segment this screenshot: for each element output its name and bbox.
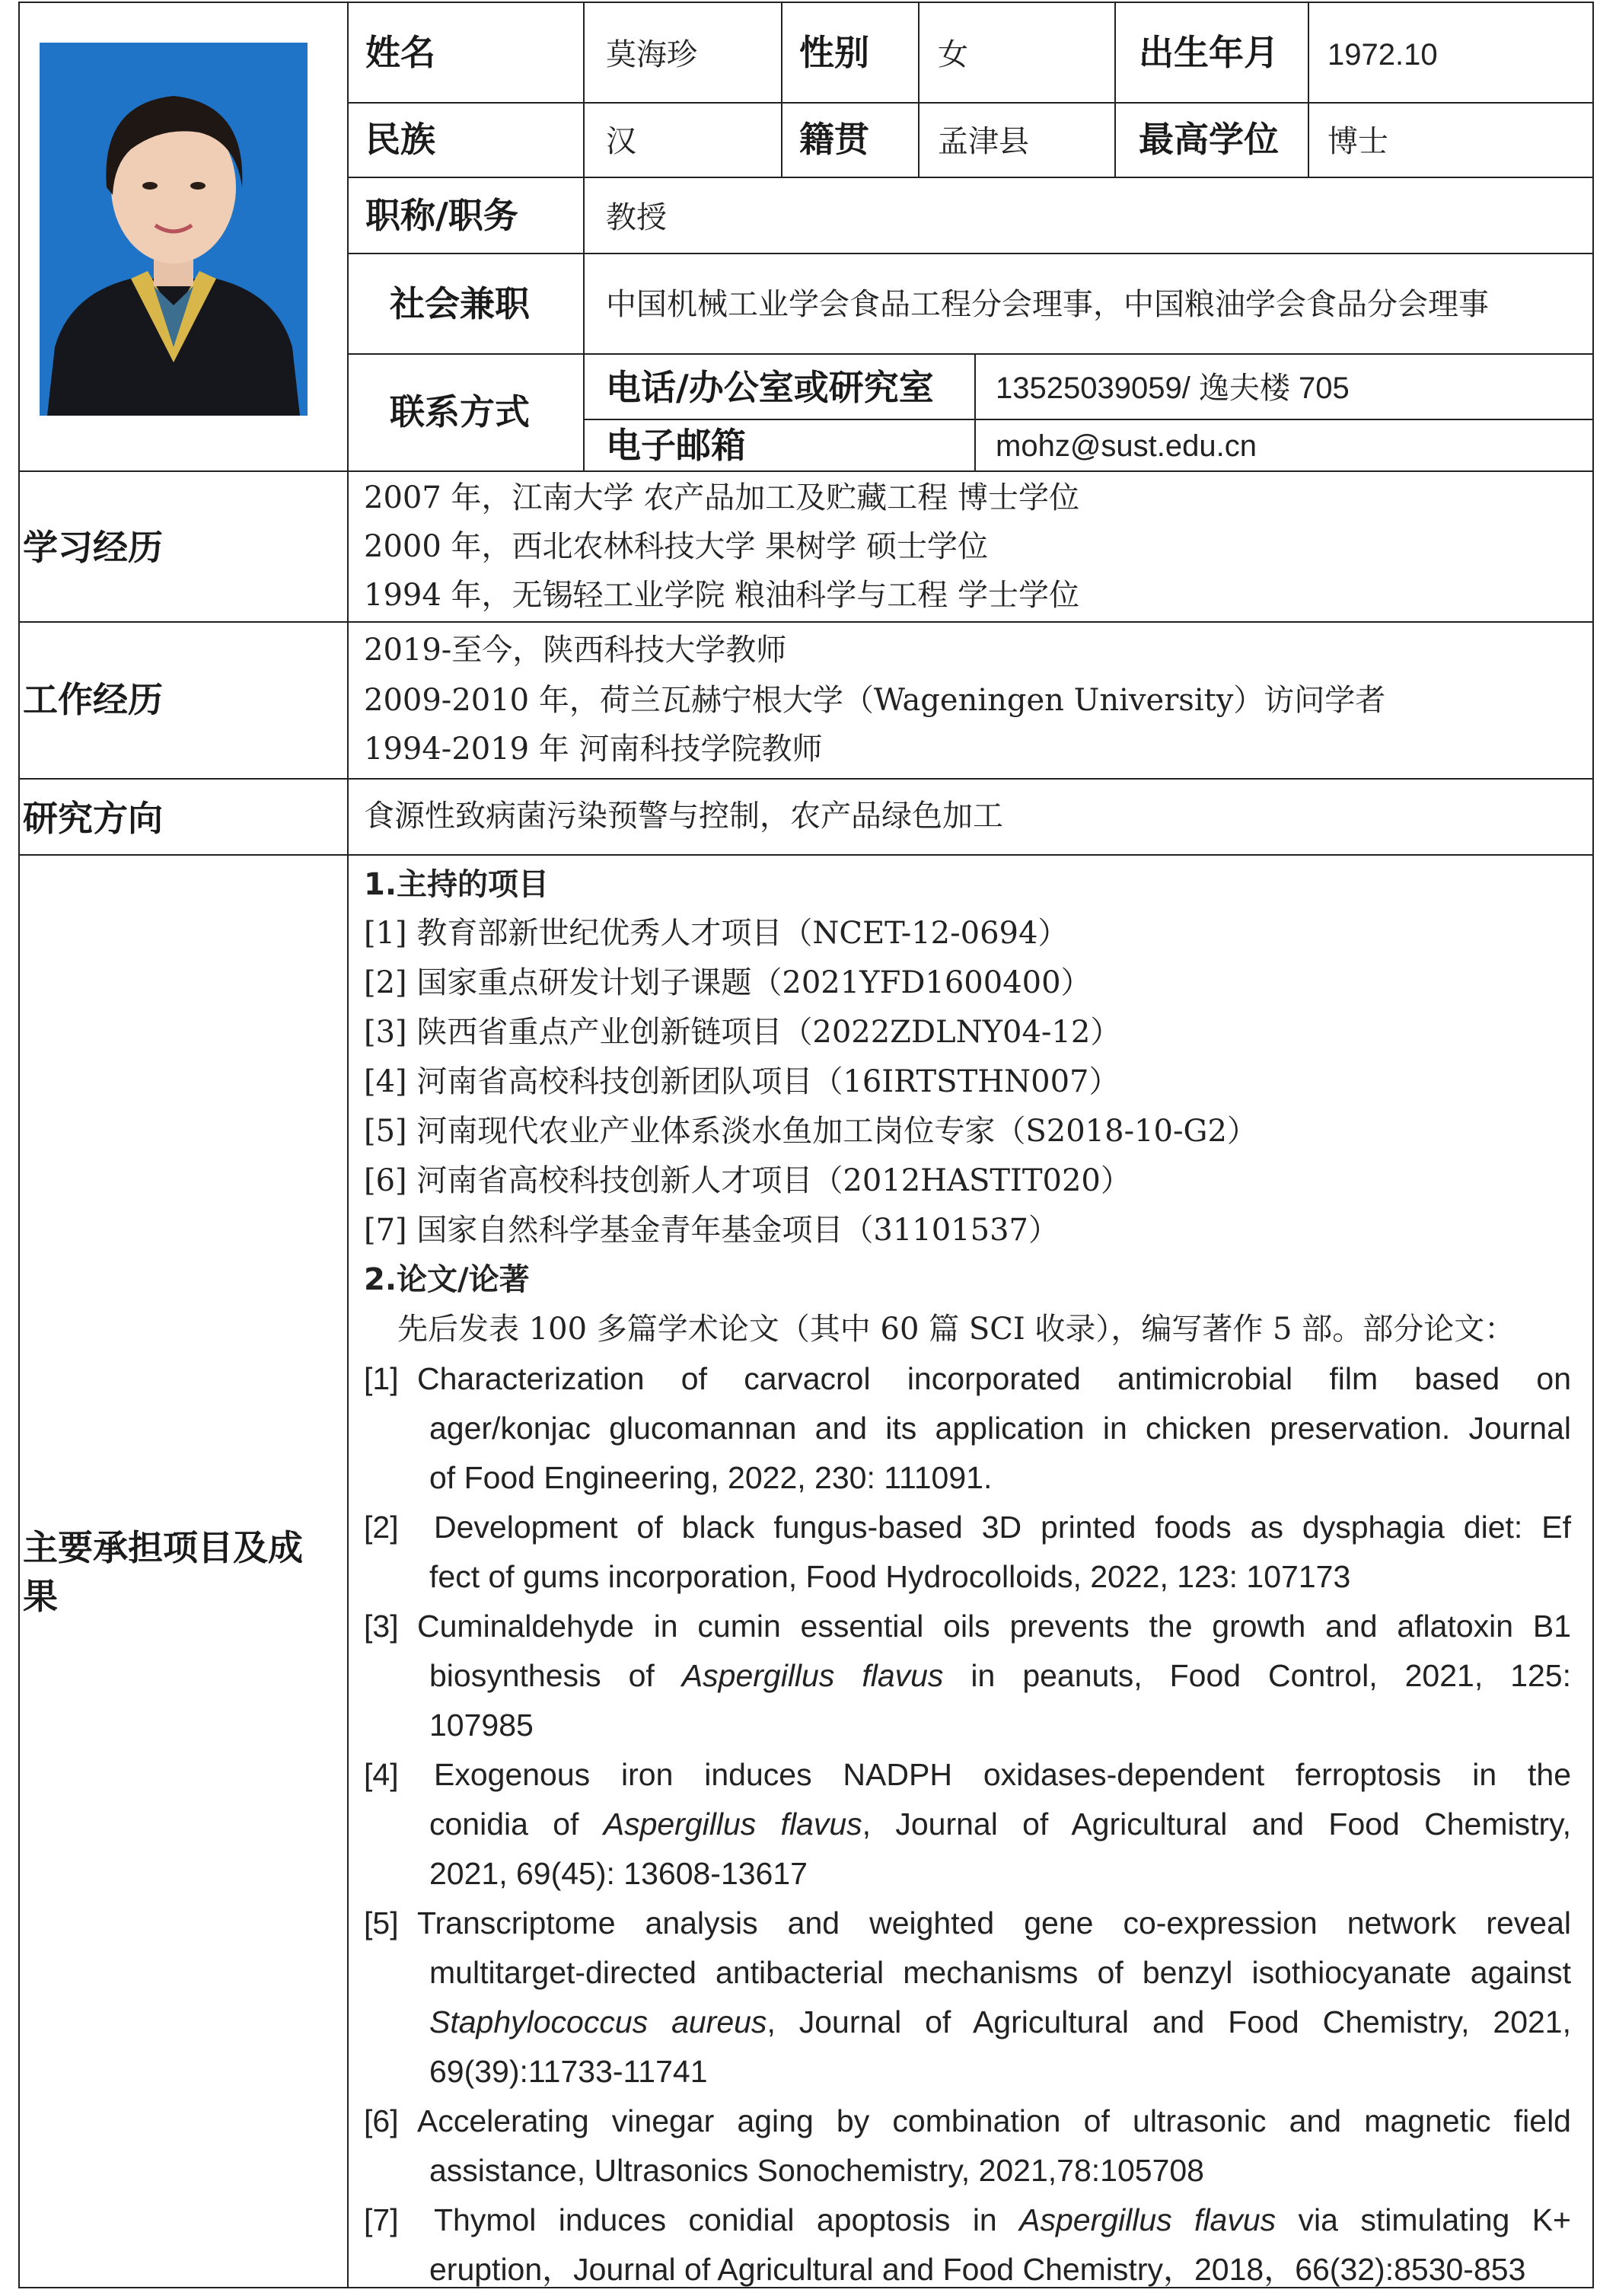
paper-text: Cuminaldehyde in cumin essential oils prevents the growth and aflatoxin B1 bbox=[417, 1609, 1571, 1644]
birth-value: 1972.10 bbox=[1327, 38, 1438, 72]
work-label: 工作经历 bbox=[23, 679, 163, 720]
ethnicity-label: 民族 bbox=[365, 119, 435, 160]
work-item: 2009-2010 年，荷兰瓦赫宁根大学（Wageningen University）访问学者 bbox=[364, 683, 1386, 718]
paper-text: conidia of bbox=[429, 1807, 604, 1842]
paper-item bbox=[364, 1354, 1571, 1503]
work-item: 2019-至今，陕西科技大学教师 bbox=[364, 633, 787, 668]
paper-text: via stimulating K+ bbox=[1276, 2202, 1571, 2237]
paper-text-line bbox=[429, 1998, 1571, 2047]
paper-species: Aspergillus flavus bbox=[603, 1807, 862, 1842]
projects-heading: 1.主持的项目 bbox=[364, 867, 550, 902]
paper-text: Characterization of carvacrol incorporated antimicrobial film based on bbox=[417, 1361, 1571, 1396]
paper-number: [7] bbox=[364, 2202, 399, 2237]
paper-text: 2021, 69(45): 13608-13617 bbox=[429, 1856, 808, 1891]
name-label: 姓名 bbox=[365, 32, 435, 73]
paper-item bbox=[364, 1602, 1571, 1750]
paper-number: [6] bbox=[364, 2103, 399, 2138]
paper-text: Thymol induces conidial apoptosis in bbox=[434, 2202, 1020, 2237]
resume-table bbox=[18, 2, 1594, 2288]
paper-species: Aspergillus flavus bbox=[681, 1658, 944, 1693]
paper-text: eruption，Journal of Agricultural and Food Chemistry，2018，66(32):8530-853 bbox=[429, 2252, 1526, 2287]
paper-text: assistance, Ultrasonics Sonochemistry, 2021,78:105708 bbox=[429, 2153, 1204, 2188]
project-item: [6] 河南省高校科技创新人才项目（2012HASTIT020） bbox=[364, 1163, 1131, 1198]
paper-species: Aspergillus flavus bbox=[1019, 2202, 1276, 2237]
paper-text: , Journal of Agricultural and Food Chemistry, 2021, bbox=[767, 2004, 1571, 2039]
papers-heading: 2.论文/论著 bbox=[364, 1262, 530, 1297]
title-value: 教授 bbox=[606, 200, 667, 235]
paper-number: [4] bbox=[364, 1757, 399, 1792]
paper-text: of Food Engineering, 2022, 230: 111091. bbox=[429, 1460, 993, 1495]
papers-intro: 先后发表 100 多篇学术论文（其中 60 篇 SCI 收录），编写著作 5 部。部分论文： bbox=[397, 1312, 1516, 1347]
paper-text: in peanuts, Food Control, 2021, 125: bbox=[943, 1658, 1571, 1693]
paper-species: Staphylococcus aureus bbox=[429, 2004, 767, 2039]
paper-number: [2] bbox=[364, 1510, 399, 1545]
email-label: 电子邮箱 bbox=[606, 425, 746, 466]
paper-item bbox=[364, 2097, 1571, 2196]
paper-text: fect of gums incorporation, Food Hydrocolloids, 2022, 123: 107173 bbox=[429, 1559, 1351, 1594]
paper-text: Development of black fungus-based 3D printed foods as dysphagia diet: Ef bbox=[434, 1510, 1571, 1545]
degree-value: 博士 bbox=[1327, 124, 1388, 159]
paper-text: 107985 bbox=[429, 1708, 534, 1743]
education-label: 学习经历 bbox=[23, 527, 163, 568]
title-label: 职称/职务 bbox=[365, 195, 518, 236]
education-item: 1994 年，无锡轻工业学院 粮油科学与工程 学士学位 bbox=[364, 578, 1079, 613]
paper-text: biosynthesis of bbox=[429, 1658, 682, 1693]
education-item: 2000 年，西北农林科技大学 果树学 硕士学位 bbox=[364, 529, 988, 564]
work-item: 1994-2019 年 河南科技学院教师 bbox=[364, 732, 823, 767]
paper-item bbox=[364, 1899, 1571, 2097]
portrait-icon bbox=[40, 43, 308, 416]
paper-text: Exogenous iron induces NADPH oxidases-dependent ferroptosis in the bbox=[434, 1757, 1571, 1792]
research-value: 食源性致病菌污染预警与控制，农产品绿色加工 bbox=[364, 799, 1003, 834]
paper-text: Accelerating vinegar aging by combination of ultrasonic and magnetic field bbox=[417, 2103, 1571, 2138]
paper-text: 69(39):11733-11741 bbox=[429, 2054, 708, 2089]
social-label: 社会兼职 bbox=[390, 283, 530, 324]
project-item: [5] 河南现代农业产业体系淡水鱼加工岗位专家（S2018-10-G2） bbox=[364, 1114, 1257, 1149]
education-item: 2007 年，江南大学 农产品加工及贮藏工程 博士学位 bbox=[364, 480, 1079, 515]
paper-item bbox=[364, 1750, 1571, 1899]
paper-number: [1] bbox=[364, 1361, 399, 1396]
email-value: mohz@sust.edu.cn bbox=[996, 429, 1257, 463]
project-item: [1] 教育部新世纪优秀人才项目（NCET-12-0694） bbox=[364, 916, 1069, 951]
social-value: 中国机械工业学会食品工程分会理事，中国粮油学会食品分会理事 bbox=[606, 287, 1489, 322]
paper-text: multitarget-directed antibacterial mechanisms of benzyl isothiocyanate against bbox=[429, 1955, 1571, 1990]
origin-label: 籍贯 bbox=[799, 119, 869, 160]
degree-label: 最高学位 bbox=[1139, 119, 1279, 160]
origin-value: 孟津县 bbox=[938, 124, 1029, 159]
birth-label: 出生年月 bbox=[1139, 32, 1279, 73]
gender-label: 性别 bbox=[799, 32, 869, 73]
paper-item bbox=[364, 2196, 1571, 2294]
paper-text: ager/konjac glucomannan and its application in chicken preservation. Journal bbox=[429, 1411, 1571, 1446]
phone-label: 电话/办公室或研究室 bbox=[606, 367, 934, 408]
paper-number: [5] bbox=[364, 1905, 399, 1940]
gender-value: 女 bbox=[938, 37, 968, 72]
portrait-photo bbox=[40, 43, 308, 416]
paper-text: , Journal of Agricultural and Food Chemistry, bbox=[862, 1807, 1572, 1842]
paper-text: Transcriptome analysis and weighted gene co-expression network reveal bbox=[417, 1905, 1571, 1940]
paper-text-line bbox=[434, 2196, 1571, 2245]
ethnicity-value: 汉 bbox=[606, 124, 636, 159]
project-item: [2] 国家重点研发计划子课题（2021YFD1600400） bbox=[364, 965, 1092, 1000]
project-item: [4] 河南省高校科技创新团队项目（16IRTSTHN007） bbox=[364, 1064, 1120, 1099]
paper-text-line bbox=[429, 1651, 1571, 1701]
project-item: [3] 陕西省重点产业创新链项目（2022ZDLNY04-12） bbox=[364, 1015, 1121, 1050]
research-label: 研究方向 bbox=[23, 798, 163, 839]
contact-label: 联系方式 bbox=[390, 391, 530, 432]
name-value: 莫海珍 bbox=[606, 37, 697, 72]
achievements-label: 主要承担项目及成 bbox=[23, 1527, 303, 1568]
phone-value: 13525039059/ 逸夫楼 705 bbox=[996, 372, 1350, 405]
achievements-label-cont: 果 bbox=[23, 1576, 58, 1617]
paper-number: [3] bbox=[364, 1609, 399, 1644]
project-item: [7] 国家自然科学基金青年基金项目（31101537） bbox=[364, 1213, 1059, 1248]
paper-item bbox=[364, 1503, 1571, 1602]
paper-text-line bbox=[429, 1800, 1571, 1849]
